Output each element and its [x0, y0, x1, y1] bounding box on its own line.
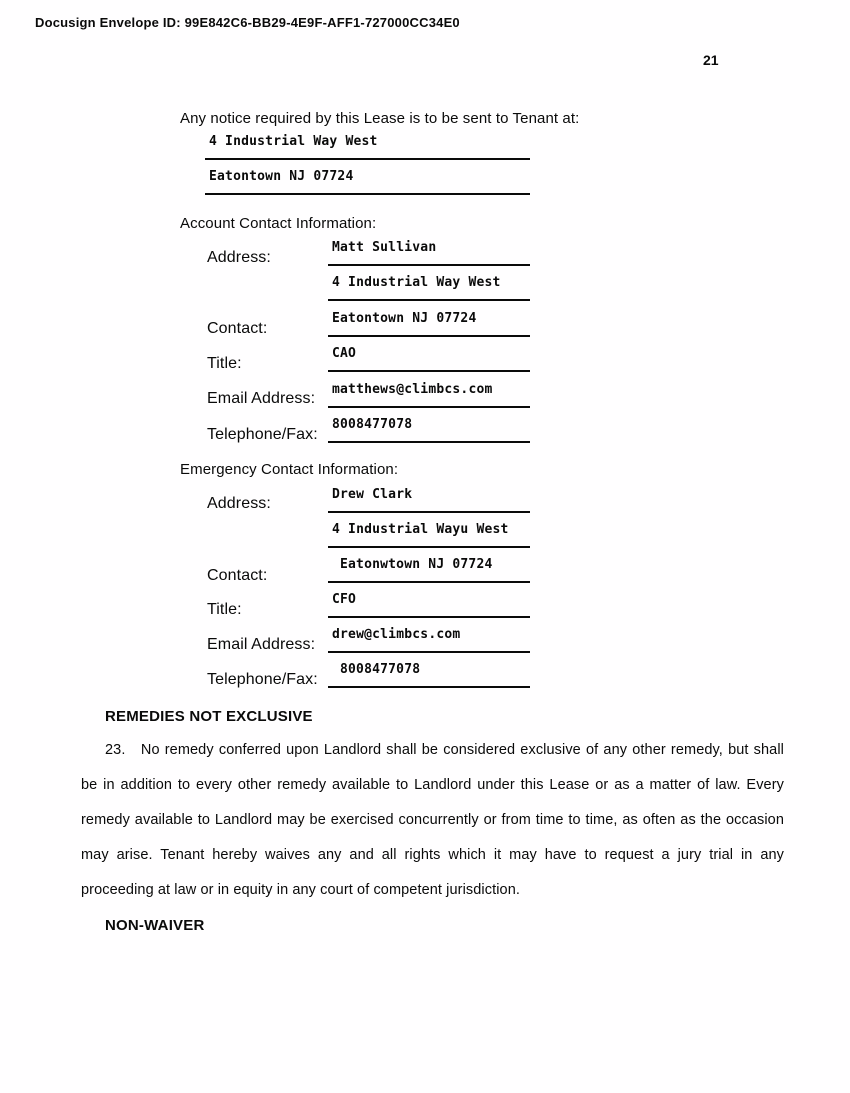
emergency-field-contact-name [328, 487, 530, 513]
field-value: 4 Industrial Wayu West [332, 522, 509, 537]
remedies-heading: REMEDIES NOT EXCLUSIVE [105, 708, 313, 725]
field-value: Drew Clark [332, 487, 413, 502]
account-field-city [328, 311, 530, 337]
field-value: Eatontown NJ 07724 [332, 311, 477, 326]
tenant-address-line-2 [205, 169, 530, 195]
field-value: Matt Sullivan [332, 240, 437, 255]
account-label-address: Address: [207, 249, 271, 266]
field-value: 8008477078 [340, 662, 421, 677]
emergency-label-email: Email Address: [207, 636, 316, 653]
field-value: 4 Industrial Way West [332, 275, 501, 290]
account-label-email: Email Address: [207, 390, 316, 407]
docusign-envelope-id: Docusign Envelope ID: 99E842C6-BB29-4E9F-AFF1-727000CC34E0 [35, 15, 460, 30]
remedies-paragraph: 23. No remedy conferred upon Landlord shall be considered exclusive of any other remedy, but shall be in addition to every other remedy available to Landlord under this Lease or as a matter of law. Every remedy available to Landlord may be exercised concurrently or from time to time, as often as the occasion may arise. Tenant hereby waives any and all rights which it may have to request a jury trial in any proceeding at law or in equity in any court of competent jurisdiction. [81, 742, 784, 898]
emergency-label-telephone: Telephone/Fax: [207, 671, 318, 688]
emergency-field-telephone [328, 662, 530, 688]
tenant-notice-intro: Any notice required by this Lease is to be sent to Tenant at: [180, 110, 580, 127]
field-value: Eatonwtown NJ 07724 [340, 557, 493, 572]
account-field-street [328, 275, 530, 301]
page-number: 21 [703, 52, 719, 68]
account-field-title [328, 346, 530, 372]
account-contact-heading: Account Contact Information: [180, 215, 377, 232]
emergency-label-address: Address: [207, 495, 271, 512]
account-field-contact-name [328, 240, 530, 266]
non-waiver-heading: NON-WAIVER [105, 917, 205, 934]
account-field-telephone [328, 417, 530, 443]
emergency-field-street [328, 522, 530, 548]
field-value: CFO [332, 592, 357, 607]
emergency-field-title [328, 592, 530, 618]
emergency-label-contact: Contact: [207, 567, 268, 584]
emergency-contact-heading: Emergency Contact Information: [180, 461, 399, 478]
account-label-contact: Contact: [207, 320, 268, 337]
emergency-field-city [328, 557, 530, 583]
emergency-field-email [328, 627, 530, 653]
field-value: 8008477078 [332, 417, 413, 432]
account-field-email [328, 382, 530, 408]
field-value: CAO [332, 346, 357, 361]
tenant-address-line-1 [205, 134, 530, 160]
field-value: 4 Industrial Way West [209, 134, 378, 149]
field-value: Eatontown NJ 07724 [209, 169, 354, 184]
account-label-telephone: Telephone/Fax: [207, 426, 318, 443]
account-label-title: Title: [207, 355, 242, 372]
field-value: matthews@climbcs.com [332, 382, 493, 397]
emergency-label-title: Title: [207, 601, 242, 618]
field-value: drew@climbcs.com [332, 627, 461, 642]
